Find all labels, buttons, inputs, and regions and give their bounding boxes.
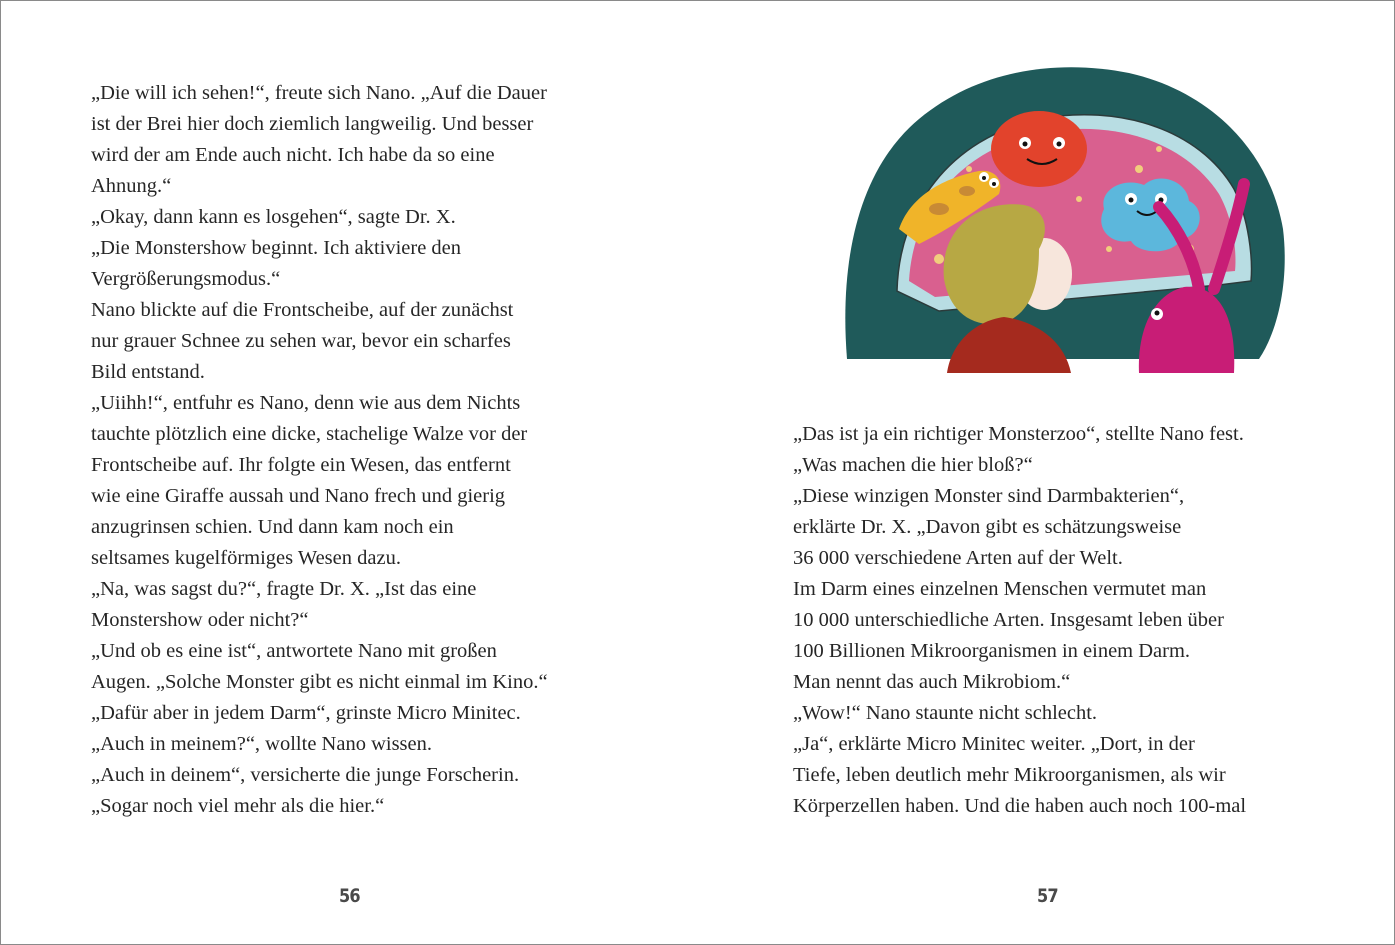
- text-line: Monstershow oder nicht?“: [91, 609, 309, 631]
- page-number-left: 56: [339, 885, 360, 907]
- text-line: „Die will ich sehen!“, freute sich Nano. „Auf die Dauer: [91, 82, 547, 104]
- text-line: Ahnung.“: [91, 175, 172, 197]
- text-line: Tiefe, leben deutlich mehr Mikroorganismen, als wir: [793, 764, 1226, 786]
- text-line: „Na, was sagst du?“, fragte Dr. X. „Ist das eine: [91, 578, 477, 600]
- text-line: seltsames kugelförmiges Wesen dazu.: [91, 547, 401, 569]
- text-line: Körperzellen haben. Und die haben auch noch 100-mal: [793, 795, 1247, 817]
- text-line: „Das ist ja ein richtiger Monsterzoo“, stellte Nano fest.: [793, 423, 1244, 445]
- text-line: wie eine Giraffe aussah und Nano frech und gierig: [91, 485, 506, 507]
- text-line: Frontscheibe auf. Ihr folgte ein Wesen, das entfernt: [91, 454, 511, 476]
- right-page-text: [793, 419, 1246, 822]
- text-line: Man nennt das auch Mikrobiom.“: [793, 671, 1071, 693]
- text-line: „Okay, dann kann es losgehen“, sagte Dr. X.: [91, 206, 456, 228]
- text-line: 10 000 unterschiedliche Arten. Insgesamt leben über: [793, 609, 1224, 631]
- text-line: erklärte Dr. X. „Davon gibt es schätzungsweise: [793, 516, 1182, 538]
- text-line: „Diese winzigen Monster sind Darmbakterien“,: [793, 485, 1185, 507]
- text-line: tauchte plötzlich eine dicke, stachelige Walze vor der: [91, 423, 528, 445]
- text-line: 100 Billionen Mikroorganismen in einem Darm.: [793, 640, 1191, 662]
- text-line: „Wow!“ Nano staunte nicht schlecht.: [793, 702, 1098, 724]
- text-line: „Die Monstershow beginnt. Ich aktiviere den: [91, 237, 462, 259]
- text-line: anzugrinsen schien. Und dann kam noch ein: [91, 516, 454, 538]
- text-line: 36 000 verschiedene Arten auf der Welt.: [793, 547, 1123, 569]
- text-line: Im Darm eines einzelnen Menschen vermutet man: [793, 578, 1207, 600]
- text-line: „Und ob es eine ist“, antwortete Nano mit großen: [91, 640, 497, 662]
- left-page-text: [91, 78, 548, 822]
- text-line: „Ja“, erklärte Micro Minitec weiter. „Dort, in der: [793, 733, 1195, 755]
- text-line: „Dafür aber in jedem Darm“, grinste Micro Minitec.: [91, 702, 521, 724]
- text-line: ist der Brei hier doch ziemlich langweilig. Und besser: [91, 113, 534, 135]
- text-line: „Uiihh!“, entfuhr es Nano, denn wie aus dem Nichts: [91, 392, 521, 414]
- text-line: wird der am Ende auch nicht. Ich habe da so eine: [91, 144, 495, 166]
- text-line: nur grauer Schnee zu sehen war, bevor ein scharfes: [91, 330, 511, 352]
- text-line: „Auch in meinem?“, wollte Nano wissen.: [91, 733, 433, 755]
- monster-window-illustration: [839, 59, 1287, 373]
- text-line: „Was machen die hier bloß?“: [793, 454, 1033, 476]
- text-line: Bild entstand.: [91, 361, 205, 383]
- page-number-right: 57: [1037, 885, 1058, 907]
- text-line: Nano blickte auf die Frontscheibe, auf der zunächst: [91, 299, 514, 321]
- text-line: Augen. „Solche Monster gibt es nicht einmal im Kino.“: [91, 671, 548, 693]
- text-line: Vergrößerungsmodus.“: [91, 268, 281, 290]
- text-line: „Auch in deinem“, versicherte die junge Forscherin.: [91, 764, 520, 786]
- text-line: „Sogar noch viel mehr als die hier.“: [91, 795, 385, 817]
